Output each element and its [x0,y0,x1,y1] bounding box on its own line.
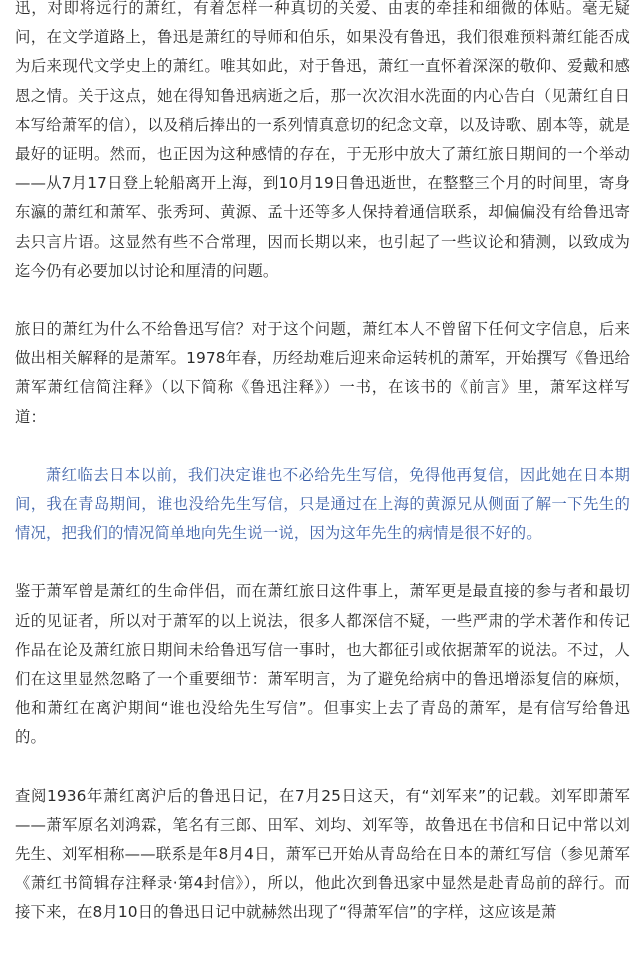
block-quote: 萧红临去日本以前，我们决定谁也不必给先生写信，免得他再复信，因此她在日本期间，我在青岛期间，谁也没给先生写信，只是通过在上海的黄源兄从侧面了解一下先生的情况，把我们的情况简单地向先生说一说，因为这年先生的病情是很不好的。 [15,465,630,543]
paragraph-4: 查阅1936年萧红离沪后的鲁迅日记，在7月25日这天，有“刘军来”的记载。刘军即萧军——萧军原名刘鸿霖，笔名有三郎、田军、刘均、刘军等，故鲁迅在书信和日记中常以刘先生、刘军相称——联系是年8月4日，萧军已开始从青岛给在日本的萧红写信（参见萧军《萧红书简辑存注释录·第4封信》），所以，他此次到鲁迅家中显然是赴青岛前的辞行。而接下来，在8月10日的鲁迅日记中就赫然出现了“得萧军信”的字样，这应该是萧 [15,786,630,922]
paragraph-3: 鉴于萧军曾是萧红的生命伴侣，而在萧红旅日这件事上，萧军更是最直接的参与者和最切近的见证者，所以对于萧军的以上说法，很多人都深信不疑，一些严肃的学术著作和传记作品在论及萧红旅日期间未给鲁迅写信一事时，也大都征引或依据萧军的说法。不过，人们在这里显然忽略了一个重要细节：萧军明言，为了避免给病中的鲁迅增添复信的麻烦，他和萧红在离沪期间“谁也没给先生写信”。但事实上去了青岛的萧军，是有信写给鲁迅的。 [15,582,630,747]
paragraph-1: 迅，对即将远行的萧红，有着怎样一种真切的关爱、由衷的牵挂和细微的体贴。毫无疑问，在文学道路上，鲁迅是萧红的导师和伯乐，如果没有鲁迅，我们很难预料萧红能否成为后来现代文学史上的萧红。唯其如此，对于鲁迅，萧红一直怀着深深的敬仰、爱戴和感恩之情。关于这点，她在得知鲁迅病逝之后，那一次次泪水洗面的内心告白（见萧红自日本写给萧军的信），以及稍后捧出的一系列情真意切的纪念文章，以及诗歌、剧本等，就是最好的证明。然而，也正因为这种感情的存在，于无形中放大了萧红旅日期间的一个举动——从7月17日登上轮船离开上海，到10月19日鲁迅逝世，在整整三个月的时间里，寄身东瀛的萧红和萧军、张秀珂、黄源、孟十还等多人保持着通信联系，却偏偏没有给鲁迅寄去只言片语。这显然有些不合常理，因而长期以来，也引起了一些议论和猜测，以致成为迄今仍有必要加以讨论和厘清的问题。 [15,0,630,280]
paragraph-2: 旅日的萧红为什么不给鲁迅写信？对于这个问题，萧红本人不曾留下任何文字信息，后来做出相关解释的是萧军。1978年春，历经劫难后迎来命运转机的萧军，开始撰写《鲁迅给萧军萧红信简注释》（以下简称《鲁迅注释》）一书，在该书的《前言》里，萧军这样写道： [15,320,630,426]
